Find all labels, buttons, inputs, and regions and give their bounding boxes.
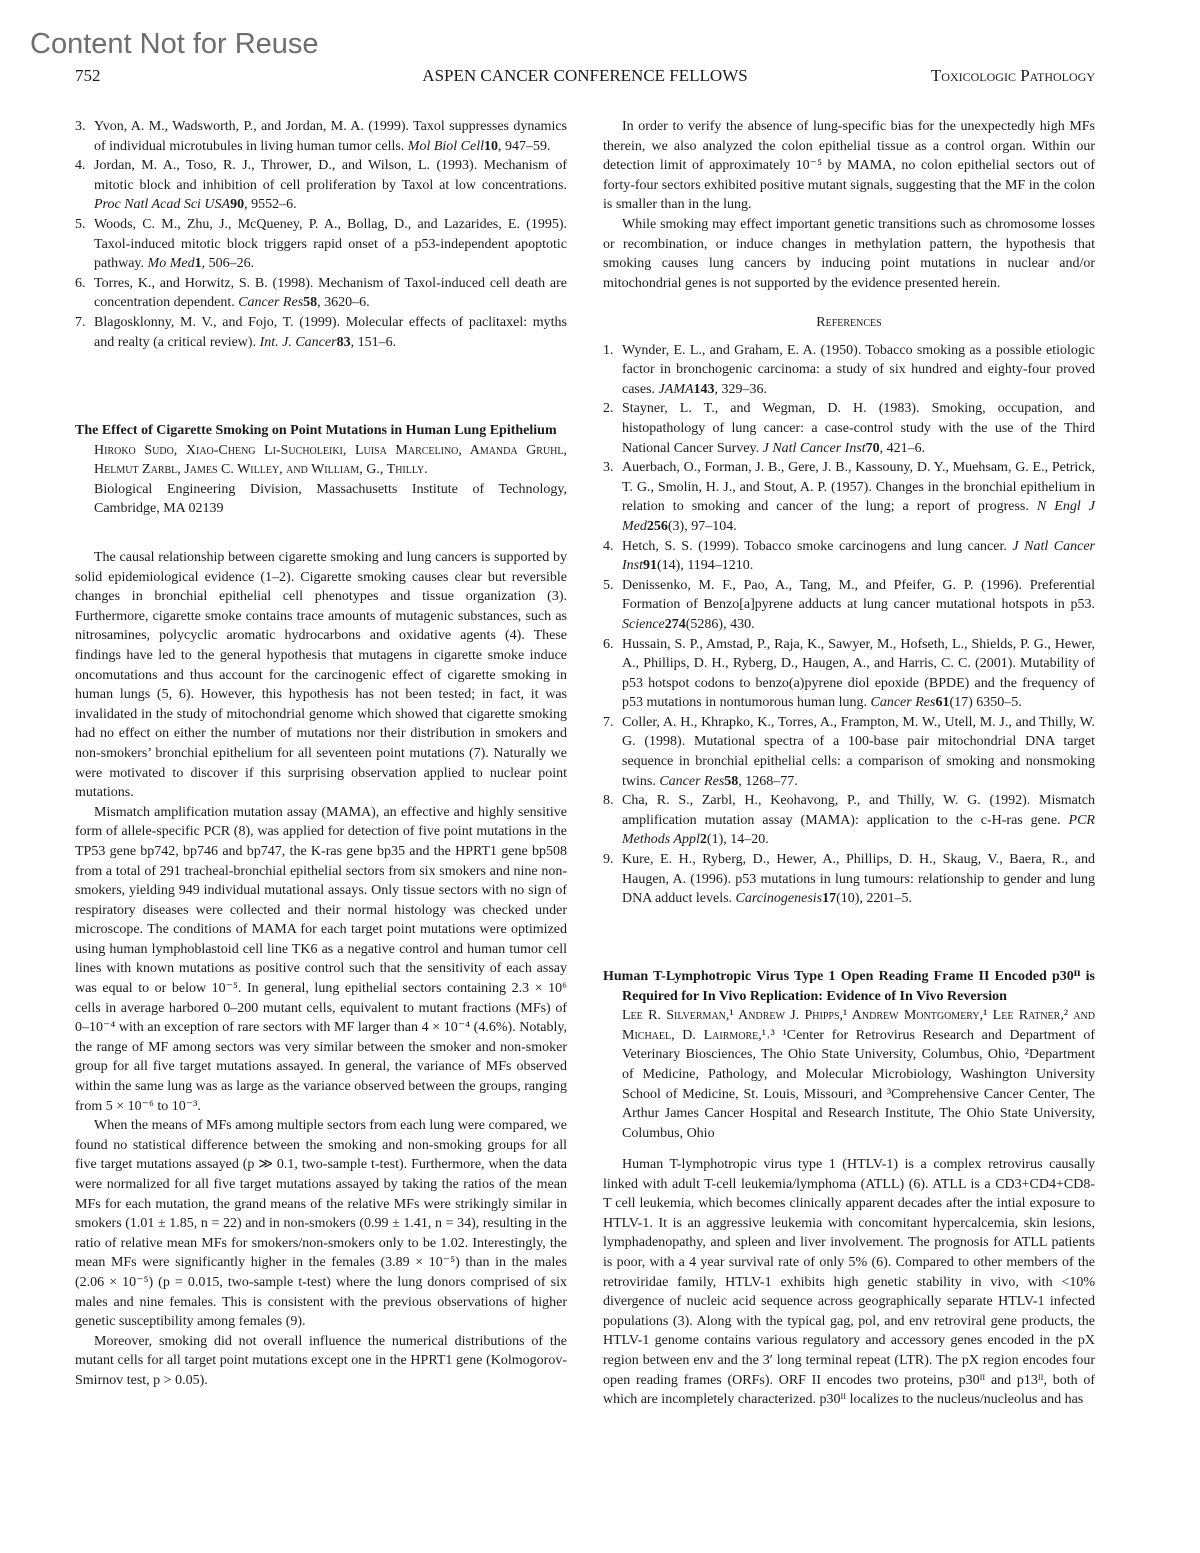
article-authors: Hiroko Sudo, Xiao-Cheng Li-Sucholeiki, Luisa Marcelino, Amanda Gruhl, Helmut Zarbl, James C. Willey, and William, G., Thilly.	[94, 442, 567, 478]
reference-item	[603, 850, 1095, 909]
paragraph: The causal relationship between cigarette smoking and lung cancers is supported by solid epidemiological evidence (1–2). Cigarette smoking causes clear but reversible changes in bronchial epithelial cell phenotypes and tissue organization (3). Furthermore, cigarette smoke contains trace amounts of mutagenic substances, such as nitrosamines, polycyclic aromatic hydrocarbons and oxidative agents (4). These findings have led to the general hypothesis that mutagens in cigarette smoke induce oncomutations and thus account for the carcinogenic effect of cigarette smoking in human lungs (5, 6). However, this hypothesis has not been tested; in fact, it was invalidated in the study of mitochondrial genome which showed that cigarette smoking had no effect on either the number of mutations nor their distribution in smokers and non-smokers’ bronchial epithelium for all seventeen point mutations (7). Naturally we were motivated to discover if this surprising observation applied to nuclear point mutations.	[75, 550, 567, 801]
reference-number: 4.	[75, 158, 86, 174]
reference-number: 6.	[75, 275, 86, 291]
reference-text: Woods, C. M., Zhu, J., McQueney, P. A., Bollag, D., and Lazarides, E. (1995). Taxol-induced mitotic block triggers rapid onset of a p53-independent apoptotic pathway.	[94, 216, 567, 272]
reference-text: Wynder, E. L., and Graham, E. A. (1950). Tobacco smoking as a possible etiologic factor in bronchogenic carcinoma: a study of six hundred and eighty-four proved cases.	[622, 342, 1095, 397]
reference-text: Auerbach, O., Forman, J. B., Gere, J. B., Kassouny, D. Y., Muehsam, G. E., Petrick, T. G., Smolin, H. J., and Stout, A. P. (1957). Changes in the bronchial epithelium in relation to smoking and cancer of the lung; a report of progress.	[622, 460, 1095, 515]
reference-pages: (17) 6350–5.	[949, 695, 1022, 711]
article-title: Human T-Lymphotropic Virus Type 1 Open Reading Frame II Encoded p30ᴵᴵ is Required for In Vivo Replication: Evidence of In Vivo Reversion	[603, 969, 1095, 1004]
reference-item	[75, 117, 567, 156]
reference-text: Denissenko, M. F., Pao, A., Tang, M., and Pfeifer, G. P. (1996). Preferential Formation of Benzo[a]pyrene adducts at lung cancer mutational hotspots in p53.	[622, 577, 1095, 613]
reference-journal: J Natl Cancer Inst	[762, 440, 866, 456]
article-1-references	[603, 313, 1095, 909]
reference-volume: 17	[822, 891, 837, 907]
reference-pages: , 506–26.	[201, 256, 255, 272]
reference-text: Yvon, A. M., Wadsworth, P., and Jordan, M. A. (1999). Taxol suppresses dynamics of individual microtubules in living human tumor cells.	[94, 119, 567, 154]
article-authors-affiliation	[603, 1006, 1095, 1143]
reference-text: Hetch, S. S. (1999). Tobacco smoke carcinogens and lung cancer.	[622, 538, 1013, 554]
reference-pages: (5286), 430.	[685, 616, 755, 632]
reference-text: Jordan, M. A., Toso, R. J., Thrower, D., and Wilson, L. (1993). Mechanism of mitotic block and inhibition of cell proliferation by Taxol at low concentrations.	[94, 158, 567, 193]
reference-number: 2.	[603, 401, 614, 417]
reference-item	[603, 399, 1095, 458]
reference-item	[603, 635, 1095, 713]
reference-volume: 70	[865, 440, 880, 456]
reference-volume: 256	[646, 518, 668, 534]
reference-journal: Carcinogenesis	[735, 891, 823, 907]
reference-text: Blagosklonny, M. V., and Fojo, T. (1999). Molecular effects of paclitaxel: myths and realty (a critical review).	[94, 314, 567, 350]
reference-journal: Cancer Res	[659, 773, 725, 789]
reference-pages: , 151–6.	[350, 334, 397, 350]
reference-pages: , 421–6.	[879, 440, 926, 456]
left-column-references	[75, 117, 567, 352]
article-title: The Effect of Cigarette Smoking on Point Mutations in Human Lung Epithelium	[75, 423, 557, 438]
reference-journal: JAMA	[658, 381, 694, 397]
article-1-header	[75, 421, 567, 519]
reference-volume: 91	[643, 558, 657, 574]
page-number: 752	[75, 66, 101, 85]
reference-item	[603, 341, 1095, 400]
reference-volume: 58	[724, 773, 739, 789]
paragraph: Mismatch amplification mutation assay (MAMA), an effective and highly sensitive form of allele-specific PCR (8), was applied for detection of five point mutations in the TP53 gene bp742, bp746 and bp747, the K-ras gene bp35 and the HPRT1 gene bp508 from a total of 291 tracheal-bronchial epithelial sectors from six smokers and nine non-smokers, yielding 949 individual mutational assays. Only tissue sectors with no sign of respiratory diseases were collected and their normal histology was checked under microscope. The conditions of MAMA for each target point mutations were optimized using human lymphoblastoid cell line TK6 as a negative control and human tumor cell lines with known mutations as positive control such that the sensitivity of each assay was equal to or below 10⁻⁵. In general, lung epithelial sectors containing 2.3 × 10⁶ cells in average harbored 0–200 mutant cells, equivalent to mutant fractions (MFs) of 0–10⁻⁴ with an exception of rare sectors with MF larger than 4 × 10⁻⁴ (4.6%). Notably, the range of MF among sectors was very similar between the smoker and non-smoker group for all five target mutations assayed. In general, the variance of MFs observed within the same lung was as large as the variance observed between the groups, ranging from 5 × 10⁻⁶ to 10⁻³.	[75, 804, 567, 1114]
reference-number: 1.	[603, 342, 614, 358]
reference-volume: 2	[699, 832, 707, 848]
article-1-body-right	[603, 117, 1095, 293]
reference-pages: (1), 14–20.	[706, 832, 769, 848]
reference-volume: 83	[336, 334, 351, 350]
reference-pages: , 1268–77.	[738, 773, 798, 789]
reference-journal: J Natl Cancer Inst	[622, 538, 1096, 574]
reference-pages: , 9552–6.	[244, 197, 297, 213]
reference-text: Kure, E. H., Ryberg, D., Hewer, A., Phillips, D. H., Skaug, V., Baera, R., and Haugen, A. (1996). p53 mutations in lung tumours: relationship to gender and lung DNA adduct levels.	[622, 852, 1095, 907]
reference-volume: 58	[303, 295, 318, 311]
journal-name: Toxicologic Pathology	[930, 66, 1095, 85]
reference-text: Stayner, L. T., and Wegman, D. H. (1983). Smoking, occupation, and histopathology of lung cancer: a case-control study with the use of the Third National Cancer Survey.	[622, 401, 1095, 456]
reference-journal: Science	[622, 616, 665, 632]
paragraph: Human T-lymphotropic virus type 1 (HTLV-1) is a complex retrovirus causally linked with adult T-cell leukemia/lymphoma (ATLL) (6). ATLL is a CD3+CD4+CD8- T cell leukemia, which becomes clinically apparent decades after the intial exposure to HTLV-1. It is an aggressive leukemia with concomitant hypercalcemia, skin lesions, lymphadenopathy, and spleen and liver involvement. The prognosis for ATLL patients is poor, with a 4 year survival rate of only 5% (6). Compared to other members of the retroviridae family, HTLV-1 exhibits high genetic stability in vivo, with <10% divergence of nucleic acid sequence across geographically separate HTLV-1 infected populations (3). Along with the typical gag, pol, and env retroviral gene products, the HTLV-1 genome contains various regulatory and accessory genes encoded in the pX region between env and the 3′ long terminal repeat (LTR). The pX region encodes four open reading frames (ORFs). ORF II encodes two proteins, p30ᴵᴵ and p13ᴵᴵ, both of which are incompletely characterized. p30ᴵᴵ localizes to the nucleus/nucleolus and has	[603, 1157, 1095, 1408]
running-title: ASPEN CANCER CONFERENCE FELLOWS	[422, 66, 748, 85]
reference-number: 8.	[603, 793, 614, 809]
article-2-header	[603, 967, 1095, 1143]
reference-item	[75, 215, 567, 274]
article-1-body-left	[75, 548, 567, 1391]
reference-volume: 274	[664, 616, 686, 632]
reference-number: 7.	[603, 714, 614, 730]
article-affiliation: ¹Center for Retrovirus Research and Department of Veterinary Biosciences, The Ohio State University, Columbus, Ohio, ²Department of Medicine, Pathology, and Molecular Microbiology, Washington University School of Medicine, St. Louis, Missouri, and ³Comprehensive Cancer Center, The Arthur James Cancer Hospital and Research Institute, The Ohio State University, Columbus, Ohio	[622, 1027, 1095, 1141]
reference-item	[603, 713, 1095, 791]
article-2-body	[603, 1155, 1095, 1410]
watermark: Content Not for Reuse	[30, 28, 319, 60]
reference-journal: PCR Methods Appl	[622, 812, 1095, 848]
article-authors: Lee R. Silverman,¹ Andrew J. Phipps,¹ Andrew Montgomery,¹ Lee Ratner,² and Michael, D. Lairmore,¹˒³	[622, 1008, 1095, 1043]
reference-item	[603, 458, 1095, 536]
reference-pages: (3), 97–104.	[667, 518, 737, 534]
reference-text: Hussain, S. P., Amstad, P., Raja, K., Sawyer, M., Hofseth, L., Shields, P. G., Hewer, A., Phillips, D. H., Ryberg, D., Haugen, A., and Harris, C. C. (2001). Mutability of p53 hotspot codons to benzo(a)pyrene diol epoxide (BPDE) and the frequency of p53 mutations in nontumorous human lung.	[622, 636, 1095, 711]
reference-text: Torres, K., and Horwitz, S. B. (1998). Mechanism of Taxol-induced cell death are concentration dependent.	[94, 275, 567, 311]
reference-text: Coller, A. H., Khrapko, K., Torres, A., Frampton, M. W., Utell, M. J., and Thilly, W. G. (1998). Mutational spectra of a 100-base pair mitochondrial DNA target sequence in bronchial epithelial cells: a comparison of smoking and nonsmoking twins.	[622, 714, 1095, 789]
reference-number: 9.	[603, 852, 614, 868]
paragraph: When the means of MFs among multiple sectors from each lung were compared, we found no statistical difference between the smoking and non-smoking groups for all five target mutations assayed (p ≫ 0.1, two-sample t-test). Furthermore, when the data were normalized for all five target mutations assayed by taking the ratios of the mean MFs for each mutation, the grand means of the relative MFs were strikingly similar in smokers (1.01 ± 1.85, n = 22) and in non-smokers (0.99 ± 1.41, n = 34), resulting in the ratio of relative mean MFs for smokers/non-smokers only to be 1.02. Interestingly, the mean MFs were significantly higher in the females (3.89 × 10⁻⁵) than in the males (2.06 × 10⁻⁵) (p = 0.015, two-sample t-test) where the lung donors comprised of six males and nine females. This is consistent with the previous observations of higher genetic susceptibility among females (9).	[75, 1118, 567, 1330]
reference-number: 7.	[75, 314, 86, 330]
reference-journal: Cancer Res	[870, 695, 936, 711]
paragraph: Moreover, smoking did not overall influence the numerical distributions of the mutant cells for all target point mutations except one in the HPRT1 gene (Kolmogorov-Smirnov test, p > 0.05).	[75, 1333, 567, 1388]
reference-pages: , 329–36.	[714, 381, 768, 397]
reference-volume: 1	[194, 256, 202, 272]
reference-item	[75, 313, 567, 352]
reference-item	[603, 791, 1095, 850]
reference-pages: (10), 2201–5.	[836, 891, 912, 907]
references-heading: References	[816, 315, 882, 330]
reference-number: 5.	[603, 577, 614, 593]
reference-volume: 61	[935, 695, 950, 711]
reference-item	[75, 274, 567, 313]
article-affiliation: Biological Engineering Division, Massachusetts Institute of Technology, Cambridge, MA 02139	[94, 481, 567, 517]
reference-pages: , 3620–6.	[317, 295, 370, 311]
reference-journal: N Engl J Med	[622, 499, 1096, 534]
reference-number: 4.	[603, 538, 614, 554]
paragraph: In order to verify the absence of lung-specific bias for the unexpectedly high MFs therein, we also analyzed the colon epithelial tissue as a control organ. Within our detection limit of approximately 10⁻⁵ by MAMA, no colon epithelial sectors out of forty-four sectors exhibited positive mutant signals, suggesting that the MF in the colon is smaller than in the lung.	[603, 119, 1095, 213]
running-header	[75, 66, 1095, 88]
reference-item	[603, 576, 1095, 635]
reference-pages: , 947–59.	[498, 138, 551, 154]
reference-journal: Cancer Res	[238, 295, 304, 311]
reference-text: Cha, R. S., Zarbl, H., Keohavong, P., and Thilly, W. G. (1992). Mismatch amplification mutation assay (MAMA): application to the c-H-ras gene.	[622, 793, 1095, 828]
reference-journal: Mo Med	[147, 256, 195, 272]
reference-volume: 90	[230, 197, 245, 213]
reference-pages: (14), 1194–1210.	[657, 558, 754, 574]
reference-number: 3.	[75, 119, 86, 134]
reference-number: 6.	[603, 636, 614, 652]
reference-item	[603, 537, 1095, 576]
reference-journal: Int. J. Cancer	[259, 334, 337, 350]
reference-journal: Mol Biol Cell	[407, 138, 485, 154]
reference-number: 5.	[75, 216, 86, 232]
reference-volume: 10	[484, 138, 499, 154]
reference-number: 3.	[603, 460, 614, 476]
reference-journal: Proc Natl Acad Sci USA	[94, 197, 231, 213]
paragraph: While smoking may effect important genetic transitions such as chromosome losses or recombination, or induce changes in methylation pattern, the hypothesis that smoking causes lung cancers by inducing point mutations in nuclear and/or mitochondrial genes is not supported by the evidence presented herein.	[603, 216, 1095, 291]
reference-item	[75, 156, 567, 215]
reference-volume: 143	[693, 381, 715, 397]
